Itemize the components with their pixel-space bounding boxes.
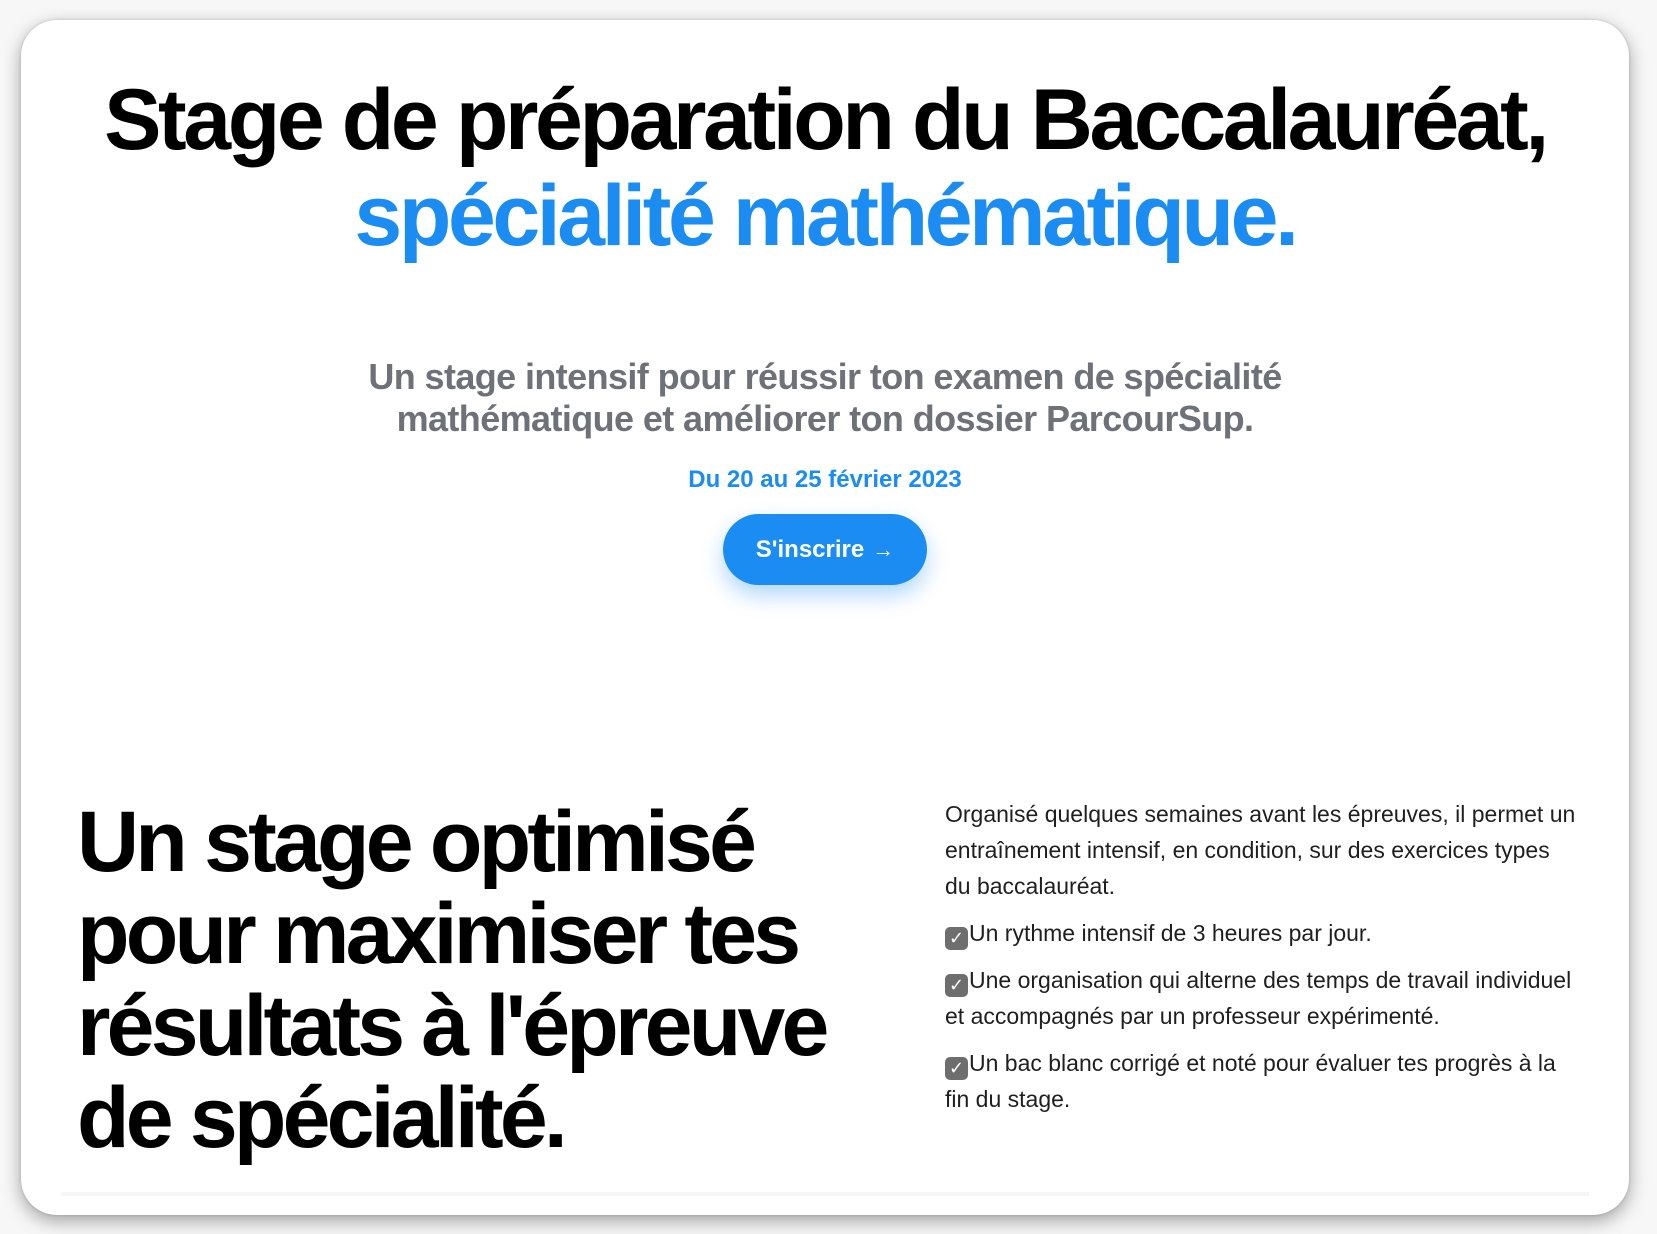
feature-text: Une organisation qui alterne des temps de travail individuel et accompagnés par un professeur expérimenté. bbox=[945, 967, 1572, 1029]
hero-subtitle: Un stage intensif pour réussir ton examen de spécialité mathématique et améliorer ton dossier ParcourSup. bbox=[368, 356, 1282, 439]
stage-dates: Du 20 au 25 février 2023 bbox=[688, 466, 962, 493]
hero-title bbox=[21, 72, 1629, 264]
feature-text: Un bac blanc corrigé et noté pour évaluer tes progrès à la fin du stage. bbox=[945, 1050, 1556, 1112]
checkbox-checked-icon: ✓ bbox=[945, 1057, 968, 1080]
list-item bbox=[945, 962, 1581, 1034]
list-item bbox=[945, 915, 1581, 951]
arrow-right-icon: → bbox=[872, 536, 895, 562]
checkbox-checked-icon: ✓ bbox=[945, 974, 968, 997]
section-divider bbox=[61, 1192, 1589, 1196]
hero-title-accent: spécialité mathématique. bbox=[354, 168, 1296, 264]
hero-title-line1: Stage de préparation du Baccalauréat, bbox=[104, 72, 1546, 168]
features-intro: Organisé quelques semaines avant les épreuves, il permet un entraînement intensif, en condition, sur des exercices types du baccalauréat. bbox=[945, 801, 1576, 899]
checkbox-checked-icon: ✓ bbox=[945, 927, 968, 950]
browser-window bbox=[21, 20, 1629, 1215]
features-title: Un stage optimisé pour maximiser tes résultats à l'épreuve de spécialité. bbox=[77, 794, 826, 1166]
register-button-label: S'inscrire bbox=[755, 535, 865, 563]
list-item bbox=[945, 1045, 1581, 1117]
feature-text: Un rythme intensif de 3 heures par jour. bbox=[969, 920, 1372, 946]
hero-section bbox=[21, 20, 1629, 585]
register-button[interactable] bbox=[723, 514, 927, 585]
features-section bbox=[21, 786, 1629, 1196]
features-description bbox=[945, 796, 1581, 1128]
